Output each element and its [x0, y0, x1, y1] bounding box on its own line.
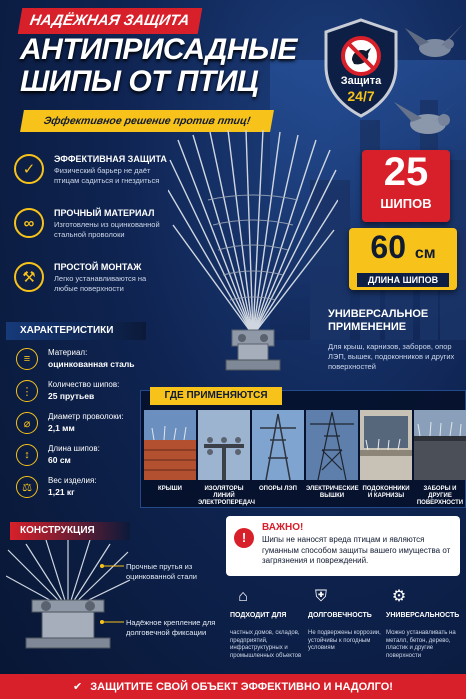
usage-label: КРЫШИ — [158, 486, 182, 492]
page-title — [20, 34, 297, 98]
usage-label: ЗАБОРЫ И ДРУГИЕ ПОВЕРХНОСТИ — [416, 486, 464, 506]
info-card — [230, 582, 304, 670]
usage-photo-insulators — [198, 410, 250, 480]
feature-item — [14, 260, 170, 308]
feature-item — [14, 152, 170, 200]
spec-row — [16, 442, 146, 474]
pigeon-icon — [392, 92, 462, 147]
usage-label: ЭЛЕКТРИЧЕСКИЕ ВЫШКИ — [306, 486, 359, 499]
spec-value: 25 прутьев — [48, 391, 95, 401]
title-line-2: ШИПЫ ОТ ПТИЦ — [20, 65, 259, 98]
gear-icon: ⚙ — [391, 588, 407, 605]
spec-row — [16, 346, 146, 378]
card-title: ДОЛГОВЕЧНОСТЬ — [308, 612, 372, 619]
construction-note-rods: Прочные прутья из оцинкованной стали — [126, 562, 197, 581]
spec-row — [16, 378, 146, 410]
shield-check-icon: ✔ — [73, 681, 83, 693]
title-line-1: АНТИПРИСАДНЫЕ — [20, 33, 297, 66]
spike-length-number: 60 — [370, 229, 406, 265]
warning-text: Шипы не наносят вреда птицам и являются гуманным способом защиты вашего имущества от загрязнения и повреждений. — [262, 535, 451, 565]
shield-icon: ⛨ — [314, 588, 327, 605]
spike-count-unit: ШИПОВ — [380, 196, 432, 211]
usage-photo-power-pole — [252, 410, 304, 480]
usage-photo-roof — [144, 410, 196, 480]
construction-note-mount: Надёжное крепление для долговечной фиксации — [126, 618, 216, 637]
spike-length-unit: ДЛИНА ШИПОВ — [357, 273, 449, 287]
spike-product-image — [168, 130, 338, 380]
card-desc: Не подвержены коррозии, устойчивы к погодным условиям — [308, 630, 381, 651]
feature-item — [14, 206, 170, 254]
usage-heading: ГДЕ ПРИМЕНЯЮТСЯ — [150, 387, 282, 405]
universal-desc: Для крыш, карнизов, заборов, опор ЛЭП, вышек, подоконников и других поверхностей — [328, 342, 455, 371]
spec-label: Количество шипов: — [48, 380, 120, 389]
diameter-icon: ⌀ — [16, 412, 38, 434]
usage-photo-windowsill — [360, 410, 412, 480]
card-title: УНИВЕРСАЛЬНОСТЬ — [386, 612, 460, 619]
card-title: ПОДХОДИТ ДЛЯ — [230, 612, 287, 619]
weight-icon: ⚖ — [16, 476, 38, 498]
feature-desc: Изготовлены из оцинкованной стальной проволоки — [54, 220, 160, 239]
count-icon: ⋮ — [16, 380, 38, 402]
usage-label: ОПОРЫ ЛЭП — [259, 486, 297, 492]
spec-label: Вес изделия: — [48, 476, 97, 485]
spec-value: 60 см — [48, 455, 71, 465]
warning-icon: ! — [234, 528, 254, 548]
spike-count-badge — [362, 150, 450, 222]
ruler-icon: ↕ — [16, 444, 38, 466]
feature-title: ПРОЧНЫЙ МАТЕРИАЛ — [54, 208, 155, 218]
footer-banner — [0, 674, 466, 699]
shield-label: Защита — [340, 75, 382, 87]
construction-pointers — [100, 560, 126, 630]
chain-link-icon: ∞ — [14, 208, 44, 238]
usage-photo-fence — [414, 410, 466, 480]
layers-icon: ≡ — [16, 348, 38, 370]
construction-heading: КОНСТРУКЦИЯ — [10, 522, 130, 540]
usage-label: ПОДОКОННИКИ И КАРНИЗЫ — [362, 486, 410, 499]
pigeon-icon — [405, 20, 465, 70]
card-desc: частных домов, складов, предприятий, инфраструктурных и промышленных объектов — [230, 630, 302, 659]
info-card — [386, 582, 460, 670]
spec-label: Диаметр проволоки: — [48, 412, 124, 421]
specs-heading: ХАРАКТЕРИСТИКИ — [6, 322, 146, 340]
feature-desc: Физический барьер не даёт птицам садиться и гнездиться — [54, 166, 160, 185]
feature-title: ЭФФЕКТИВНАЯ ЗАЩИТА — [54, 154, 167, 164]
card-desc: Можно устанавливать на металл, бетон, дерево, пластик и другие поверхности — [386, 630, 456, 659]
shield-check-icon: ✓ — [14, 154, 44, 184]
info-card — [308, 582, 382, 670]
spec-row — [16, 474, 146, 506]
wrench-icon: ⚒ — [14, 262, 44, 292]
spike-length-badge — [349, 228, 457, 290]
spike-count-number: 25 — [383, 150, 429, 194]
spec-row — [16, 410, 146, 442]
spec-value: оцинкованная сталь — [48, 359, 135, 369]
house-icon: ⌂ — [238, 588, 248, 605]
header-badge: НАДЁЖНАЯ ЗАЩИТА — [18, 8, 203, 34]
usage-label: ИЗОЛЯТОРЫ ЛИНИЙ ЭЛЕКТРОПЕРЕДАЧ — [198, 486, 256, 506]
feature-desc: Легко устанавливаются на любые поверхности — [54, 274, 147, 293]
tagline: Эффективное решение против птиц! — [20, 110, 274, 132]
usage-photo-tower — [306, 410, 358, 480]
feature-title: ПРОСТОЙ МОНТАЖ — [54, 262, 142, 272]
universal-title: УНИВЕРСАЛЬНОЕ ПРИМЕНЕНИЕ — [328, 308, 429, 333]
footer-text: ЗАЩИТИТЕ СВОЙ ОБЪЕКТ ЭФФЕКТИВНО И НАДОЛГО! — [90, 680, 393, 693]
shield-label-247: 24/7 — [347, 88, 375, 104]
warning-title: ВАЖНО! — [262, 522, 304, 533]
spec-label: Длина шипов: — [48, 444, 100, 453]
spec-value: 1,21 кг — [48, 487, 75, 497]
spec-label: Материал: — [48, 348, 88, 357]
warning-box — [226, 516, 460, 576]
spec-value: 2,1 мм — [48, 423, 75, 433]
spike-length-small: см — [414, 245, 436, 262]
